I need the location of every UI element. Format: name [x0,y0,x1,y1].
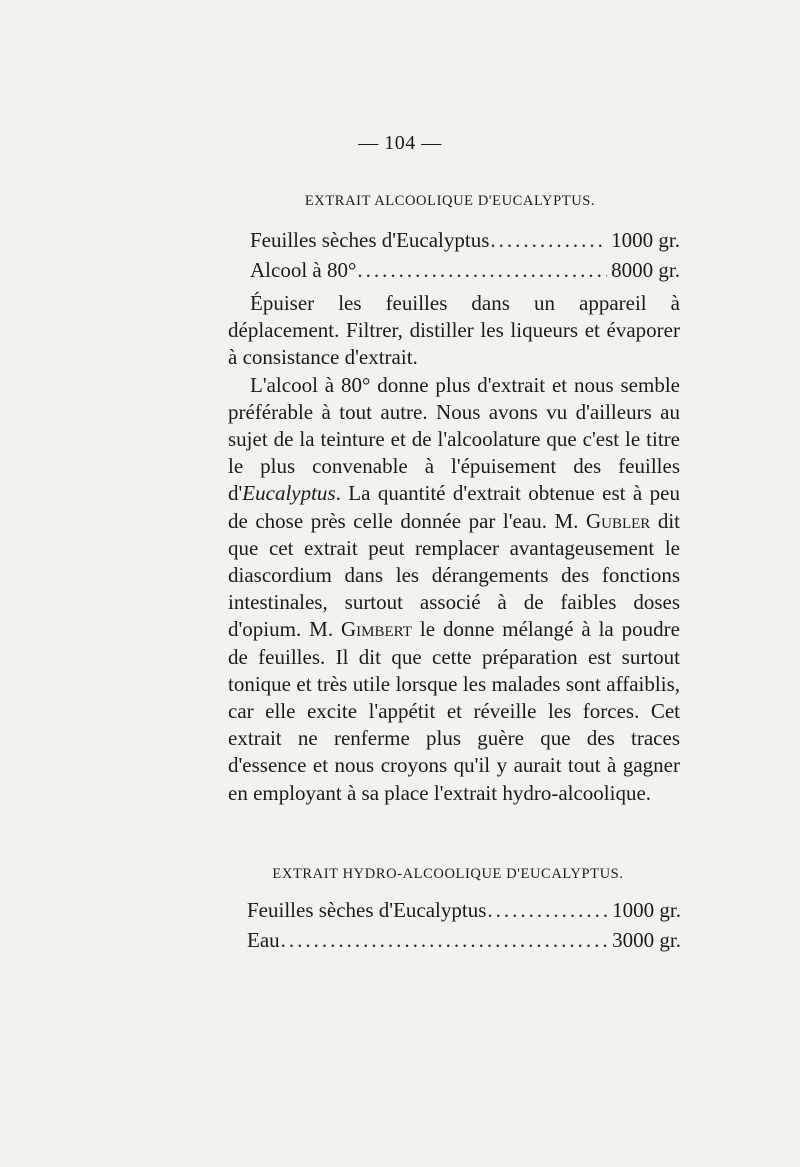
recipe-hydroalcoholic-extract [247,898,681,958]
ingredient-name: Alcool à 80° [250,258,357,282]
ingredient-name: Feuilles sèches d'Eucalyptus [247,898,487,922]
page-number: — 104 — [358,132,442,154]
text-run: dit que cet extrait peut remplacer avantageusement le diascordium dans les dérangements des fonctions intestinales, surtout associé à de faibles doses d'opium. M. [228,508,681,642]
dot-leader [357,258,607,283]
dot-leader [281,928,609,953]
ingredient-row [250,228,680,258]
text-run: L'alcool à 80° donne plus d'extrait et nous semble préférable à tout autre. Nous avons vu d'ailleurs au sujet de la teinture et de l'alcoolature que c'est le titre le plus convenable à l'épuisement des feuilles d' [228,372,680,506]
author-name-gubler: Gubler [585,508,651,533]
ingredient-row [250,258,680,288]
section-heading-alcoholic-extract: EXTRAIT ALCOOLIQUE D'EUCALYPTUS. [304,193,596,209]
ingredient-quantity: 8000 gr. [611,258,680,282]
body-text [228,290,680,807]
ingredient-name: Eau [247,928,280,952]
author-name-gimbert: Gimbert [341,617,412,642]
section-heading-hydroalcoholic-extract: EXTRAIT HYDRO-ALCOOLIQUE D'EUCALYPTUS. [272,866,624,882]
dot-leader [487,898,608,923]
ingredient-row [247,898,681,928]
italic-genus-name: Eucalyptus [242,481,336,506]
text-run: . La quantité d'extrait obtenue est à peu de chose près celle donnée par l'eau. M. [228,481,680,533]
paragraph-commentary [228,372,680,807]
dot-leader [490,228,607,253]
ingredient-quantity: 3000 gr. [612,928,681,952]
text-run: le donne mélangé à la poudre de feuilles. Il dit que cette préparation est surtout tonique et très utile lorsque les malades sont affaiblis, car elle excite l'appétit et réveille les forces. Cet extrait ne renferme plus guère que des traces d'essence et nous croyons qu'il y aurait tout à gagner en employant à sa place l'extrait hydro-alcoolique. [228,617,680,805]
paragraph-instructions: Épuiser les feuilles dans un appareil à déplacement. Filtrer, distiller les liqueurs et évaporer à consistance d'extrait. [228,291,680,370]
ingredient-quantity: 1000 gr. [611,228,680,252]
ingredient-row [247,928,681,958]
ingredient-name: Feuilles sèches d'Eucalyptus [250,228,490,252]
recipe-alcoholic-extract [250,228,680,288]
ingredient-quantity: 1000 gr. [612,898,681,922]
